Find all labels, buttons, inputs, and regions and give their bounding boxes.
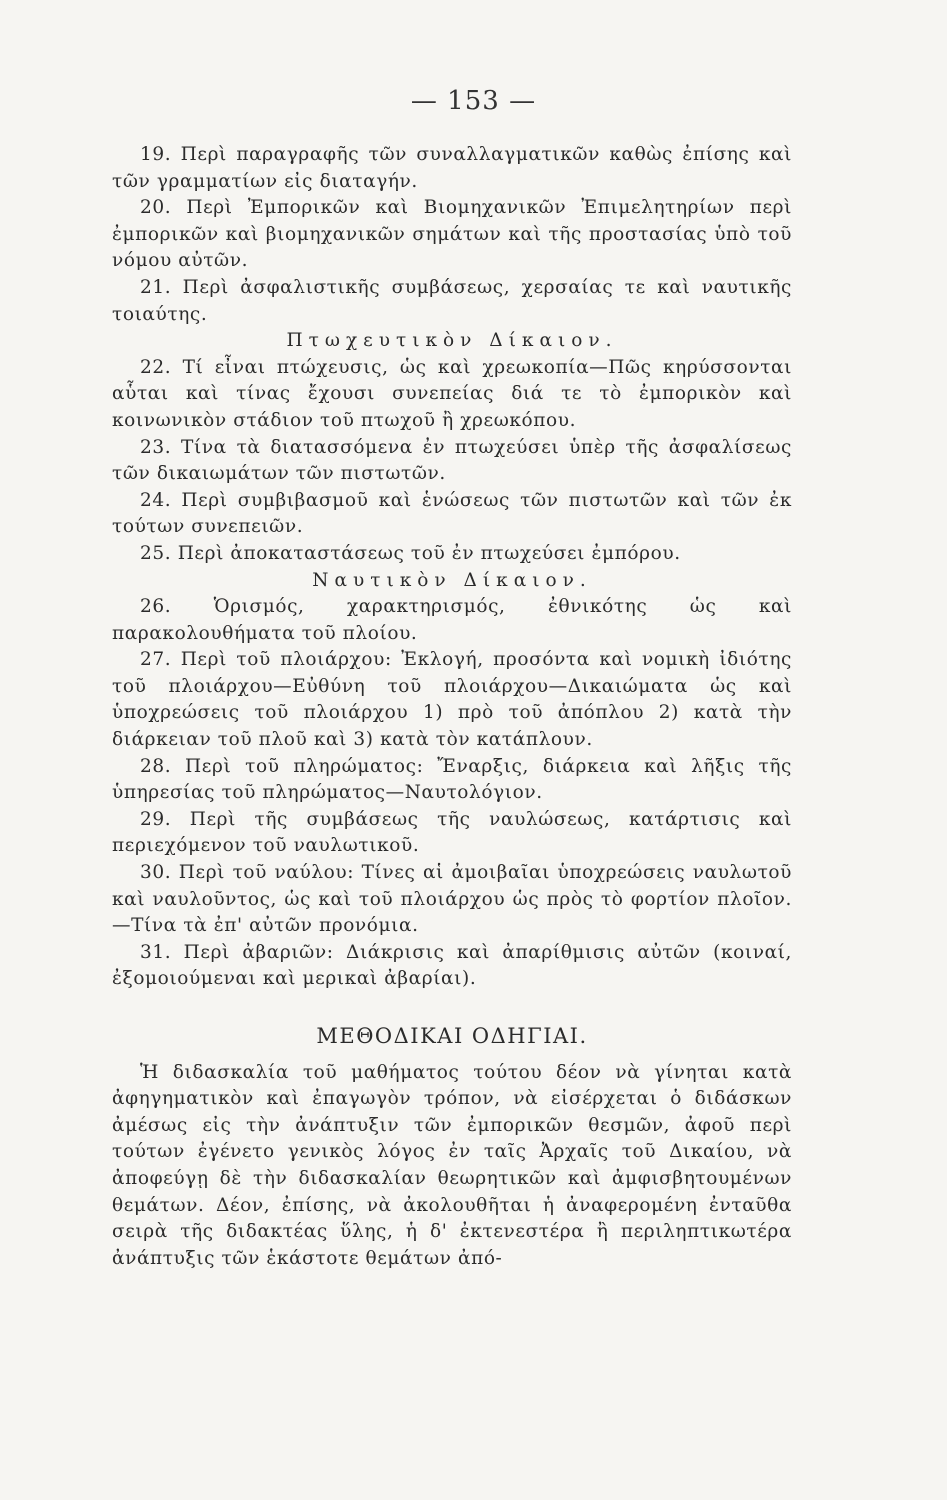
methods-heading: ΜΕΘΟΔΙΚΑΙ ΟΔΗΓΙΑΙ. xyxy=(316,1024,588,1048)
list-item-21: 21. Περὶ ἀσφαλιστικῆς συμβάσεως, χερσαίας τε καὶ ναυτικῆς τοιαύτης. xyxy=(112,276,792,325)
page-body xyxy=(112,142,792,1272)
list-item-24: 24. Περὶ συμβιβασμοῦ καὶ ἑνώσεως τῶν πιστωτῶν καὶ τῶν ἐκ τούτων συνεπειῶν. xyxy=(112,489,792,538)
list-item-25: 25. Περὶ ἀποκαταστάσεως τοῦ ἐν πτωχεύσει ἐμπόρου. xyxy=(140,542,681,564)
list-item-26: 26. Ὁρισμός, χαρακτηρισμός, ἐθνικότης ὡς καὶ παρακολουθήματα τοῦ πλοίου. xyxy=(112,596,792,644)
list-item-19: 19. Περὶ παραγραφῆς τῶν συναλλαγματικῶν καθὼς ἐπίσης καὶ τῶν γραμματίων εἰς διαταγήν. xyxy=(112,144,792,192)
list-item-23: 23. Τίνα τὰ διατασσόμενα ἐν πτωχεύσει ὑπὲρ τῆς ἀσφαλίσεως τῶν δικαιωμάτων τῶν πιστωτῶν. xyxy=(112,436,792,485)
methods-paragraph: Ἡ διδασκαλία τοῦ μαθήματος τούτου δέον νὰ γίνηται κατὰ ἀφηγηματικὸν καὶ ἐπαγωγὸν τρόπον, νὰ εἰσέρχεται ὁ διδάσκων ἀμέσως εἰς τὴν ἀνάπτυξιν τῶν ἐμπορικῶν θεσμῶν, ἀφοῦ περὶ τούτων ἐγένετο γενικὸς λόγος ἐν ταῖς Ἀρχαῖς τοῦ Δικαίου, νὰ ἀποφεύγῃ δὲ τὴν διδασκαλίαν θεωρητικῶν καὶ ἀμφισβητουμένων θεμάτων. Δέον, ἐπίσης, νὰ ἀκολουθῆται ἡ ἀναφερομένη ἐνταῦθα σειρὰ τῆς διδακτέας ὕλης, ἡ δ' ἐκτενεστέρα ἢ περιληπτικωτέρα ἀνάπτυξις τῶν ἑκάστοτε θεμάτων ἀπό- xyxy=(112,1061,792,1269)
section-title-maritime-law: Ναυτικὸν Δίκαιον. xyxy=(312,569,592,591)
page-number: — 153 — xyxy=(410,86,537,116)
list-item-29: 29. Περὶ τῆς συμβάσεως τῆς ναυλώσεως, κατάρτισις καὶ περιεχόμενον τοῦ ναυλωτικοῦ. xyxy=(112,808,792,857)
list-item-28: 28. Περὶ τοῦ πληρώματος: Ἔναρξις, διάρκεια καὶ λῆξις τῆς ὑπηρεσίας τοῦ πληρώματος—Ναυτολόγιον. xyxy=(112,755,792,804)
list-item-22: 22. Τί εἶναι πτώχευσις, ὡς καὶ χρεωκοπία—Πῶς κηρύσσονται αὗται καὶ τίνας ἔχουσι συνεπείας διά τε τὸ ἐμπορικὸν καὶ κοινωνικὸν στάδιον τοῦ πτωχοῦ ἢ χρεωκόπου. xyxy=(112,356,792,431)
list-item-27: 27. Περὶ τοῦ πλοιάρχου: Ἐκλογή, προσόντα καὶ νομικὴ ἰδιότης τοῦ πλοιάρχου—Εὐθύνη τοῦ πλοιάρχου—Δικαιώματα ὡς καὶ ὑποχρεώσεις τοῦ πλοιάρχου 1) πρὸ τοῦ ἀπόπλου 2) κατὰ τὴν διάρκειαν τοῦ πλοῦ καὶ 3) κατὰ τὸν κατάπλουν. xyxy=(112,649,792,751)
list-item-31: 31. Περὶ ἀβαριῶν: Διάκρισις καὶ ἀπαρίθμισις αὐτῶν (κοιναί, ἐξομοιούμεναι καὶ μερικαὶ ἀβαρίαι). xyxy=(112,941,792,990)
section-title-bankruptcy-law: Πτωχευτικὸν Δίκαιον. xyxy=(286,330,618,352)
list-item-30: 30. Περὶ τοῦ ναύλου: Τίνες αἱ ἀμοιβαῖαι ὑποχρεώσεις ναυλωτοῦ καὶ ναυλοῦντος, ὡς καὶ τοῦ πλοιάρχου ὡς πρὸς τὸ φορτίον πλοῖον.—Τίνα τὰ ἐπ' αὐτῶν προνόμια. xyxy=(112,862,792,937)
list-item-20: 20. Περὶ Ἐμπορικῶν καὶ Βιομηχανικῶν Ἐπιμελητηρίων περὶ ἐμπορικῶν καὶ βιομηχανικῶν σημάτων καὶ τῆς προστασίας ὑπὸ τοῦ νόμου αὐτῶν. xyxy=(112,197,792,272)
